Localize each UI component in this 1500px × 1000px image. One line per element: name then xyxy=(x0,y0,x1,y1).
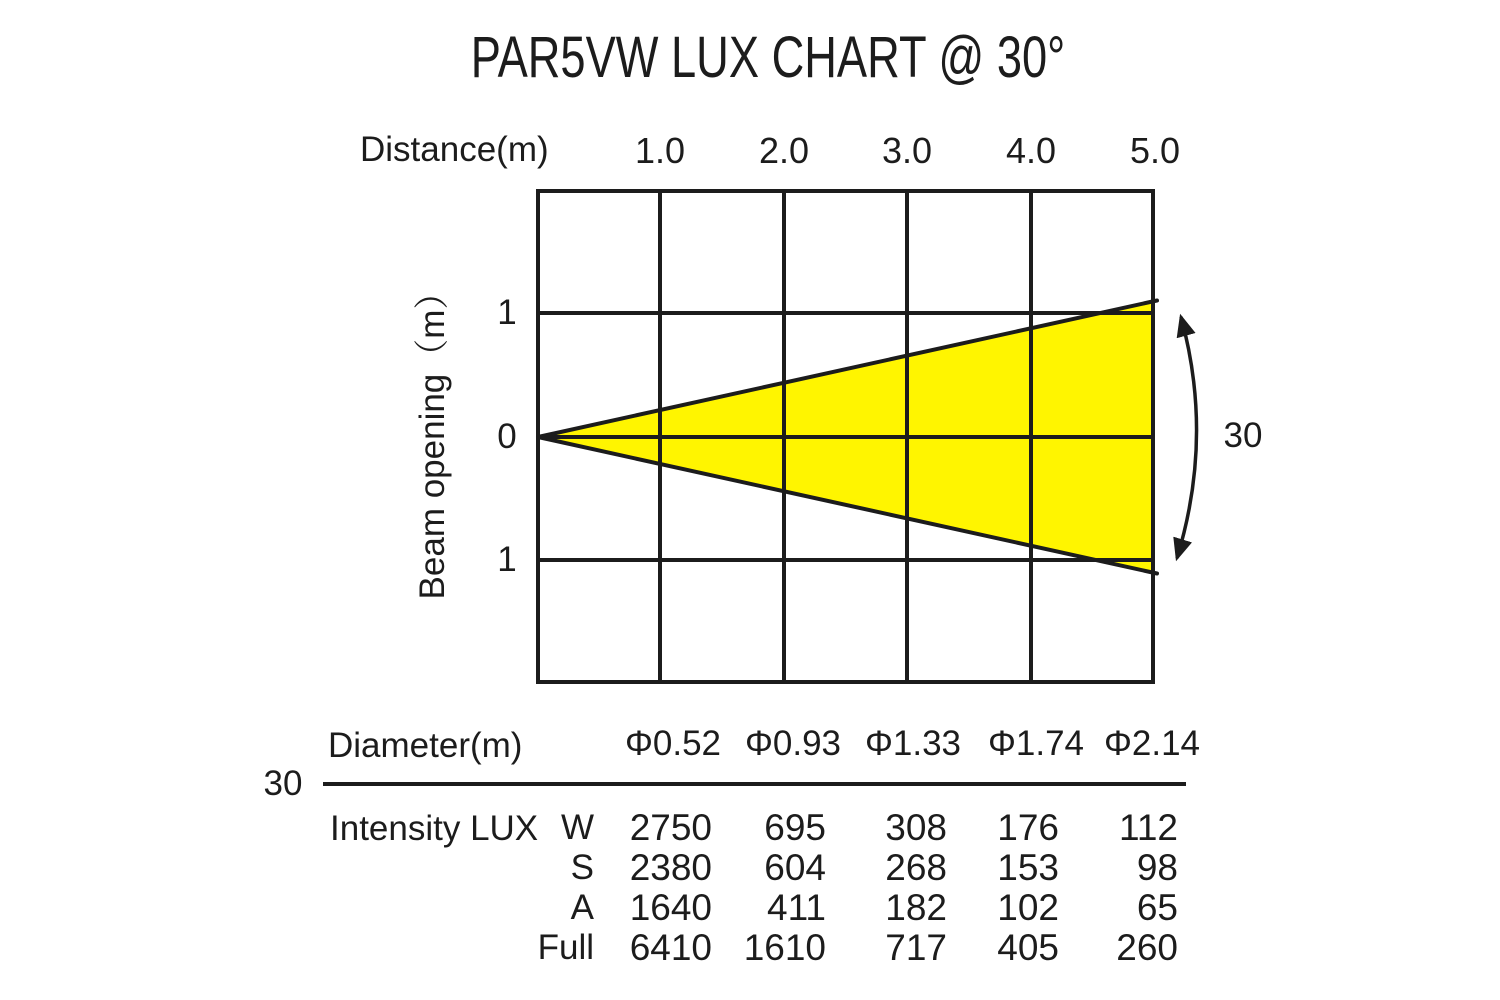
intensity-channel-label: W xyxy=(560,808,594,847)
x-axis-label: Distance(m) xyxy=(360,130,549,169)
x-tick-label: 3.0 xyxy=(881,130,933,171)
lux-value: 176 xyxy=(997,807,1059,848)
intensity-channel-label: S xyxy=(570,848,594,887)
table-divider-line xyxy=(323,782,1186,786)
lux-value: 268 xyxy=(885,847,947,888)
x-tick-label: 4.0 xyxy=(1005,130,1057,171)
lux-value: 153 xyxy=(997,847,1059,888)
lux-value: 604 xyxy=(764,847,826,888)
intensity-channel-label: A xyxy=(570,888,594,927)
lux-value: 102 xyxy=(997,887,1059,928)
angle-arc-arrow xyxy=(1177,317,1197,558)
x-tick-label: 5.0 xyxy=(1129,130,1181,171)
diameter-value: Φ1.33 xyxy=(864,724,962,763)
lux-value: 112 xyxy=(1119,807,1178,848)
y-tick-label: 1 xyxy=(497,293,517,332)
y-tick-label: 0 xyxy=(497,417,517,456)
lux-value: 6410 xyxy=(629,927,712,968)
beam-angle-row-label: 30 xyxy=(263,764,303,803)
page-title: PAR5VW LUX CHART @ 30° xyxy=(470,25,1066,90)
diameter-value: Φ0.52 xyxy=(624,724,722,763)
x-tick-label: 2.0 xyxy=(758,130,810,171)
intensity-channel-label: Full xyxy=(537,928,594,967)
lux-value: 411 xyxy=(767,887,826,928)
lux-value: 717 xyxy=(885,927,947,968)
grid-lines xyxy=(538,191,1153,682)
x-tick-label: 1.0 xyxy=(634,130,686,171)
lux-value: 1610 xyxy=(743,927,826,968)
lux-value: 2750 xyxy=(629,807,712,848)
y-axis-label: Beam opening（m） xyxy=(413,274,452,600)
diameter-value: Φ2.14 xyxy=(1103,724,1201,763)
diameter-row-label: Diameter(m) xyxy=(328,726,523,765)
lux-value: 308 xyxy=(885,807,947,848)
lux-value: 695 xyxy=(764,807,826,848)
lux-value: 405 xyxy=(997,927,1059,968)
lux-value: 260 xyxy=(1116,927,1178,968)
intensity-row-label: Intensity LUX xyxy=(330,809,539,848)
diameter-value: Φ0.93 xyxy=(744,724,842,763)
lux-value: 65 xyxy=(1136,887,1178,928)
y-tick-label: 1 xyxy=(497,540,517,579)
lux-value: 98 xyxy=(1136,847,1178,888)
lux-value: 182 xyxy=(885,887,947,928)
diameter-value: Φ1.74 xyxy=(987,724,1085,763)
lux-value: 1640 xyxy=(629,887,712,928)
lux-value: 2380 xyxy=(629,847,712,888)
beam-angle-value: 30 xyxy=(1223,416,1263,455)
